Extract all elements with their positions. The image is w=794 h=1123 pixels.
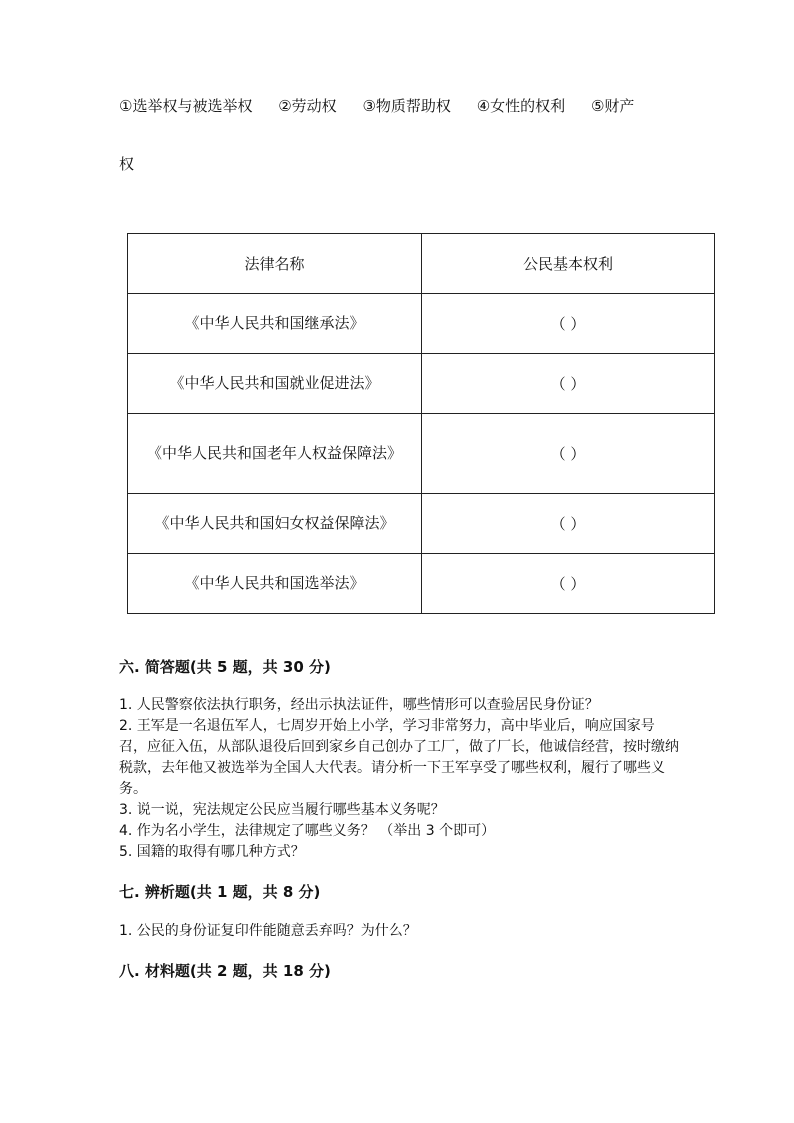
list-item: 2. 王军是一名退伍军人，七周岁开始上小学，学习非常努力，高中毕业后，响应国家号召，应征入伍，从部队退役后回到家乡自己创办了工厂，做了厂长，他诚信经营，按时缴纳税款，去年他又被选举为全国人大代表。请分析一下王军享受了哪些权利，履行了哪些义务。 — [119, 718, 679, 797]
law-rights-table — [127, 233, 715, 614]
option-1: ①选举权与被选举权 — [119, 97, 253, 115]
list-item: 3. 说一说，宪法规定公民应当履行哪些基本义务呢？ — [119, 802, 445, 818]
option-2: ②劳动权 — [278, 97, 337, 115]
option-5: ⑤财产 — [590, 97, 635, 115]
options-line — [119, 92, 679, 120]
law-name-cell: 《中华人民共和国就业促进法》 — [128, 354, 422, 414]
law-name-cell: 《中华人民共和国老年人权益保障法》 — [128, 414, 422, 494]
law-name-cell: 《中华人民共和国选举法》 — [128, 554, 422, 614]
table-header-row — [128, 234, 715, 294]
option-5-wrap: 权 — [119, 155, 135, 173]
section-7-question: 1. 公民的身份证复印件能随意丢弃吗？为什么？ — [119, 923, 417, 939]
list-item: 4. 作为名小学生，法律规定了哪些义务？ （举出 3 个即可） — [119, 823, 496, 839]
header-citizen-rights: 公民基本权利 — [422, 234, 715, 294]
answer-blank[interactable]: （ ） — [422, 554, 715, 614]
answer-blank[interactable]: （ ） — [422, 354, 715, 414]
option-4: ④女性的权利 — [476, 97, 566, 115]
section-8-title: 八. 材料题(共 2 题，共 18 分) — [119, 962, 331, 980]
law-name-cell: 《中华人民共和国妇女权益保障法》 — [128, 494, 422, 554]
list-item: 5. 国籍的取得有哪几种方式？ — [119, 844, 305, 860]
table-row — [128, 414, 715, 494]
answer-blank[interactable]: （ ） — [422, 294, 715, 354]
table-row — [128, 294, 715, 354]
option-3: ③物质帮助权 — [362, 97, 451, 115]
section-7-title: 七. 辨析题(共 1 题，共 8 分) — [119, 883, 321, 901]
answer-blank[interactable]: （ ） — [422, 414, 715, 494]
table-row — [128, 494, 715, 554]
table-row — [128, 354, 715, 414]
section-6-title: 六. 简答题(共 5 题，共 30 分) — [119, 658, 331, 676]
section-6-questions — [119, 695, 679, 863]
table-row — [128, 554, 715, 614]
answer-blank[interactable]: （ ） — [422, 494, 715, 554]
header-law-name: 法律名称 — [128, 234, 422, 294]
law-name-cell: 《中华人民共和国继承法》 — [128, 294, 422, 354]
list-item: 1. 人民警察依法执行职务，经出示执法证件，哪些情形可以查验居民身份证？ — [119, 697, 599, 713]
